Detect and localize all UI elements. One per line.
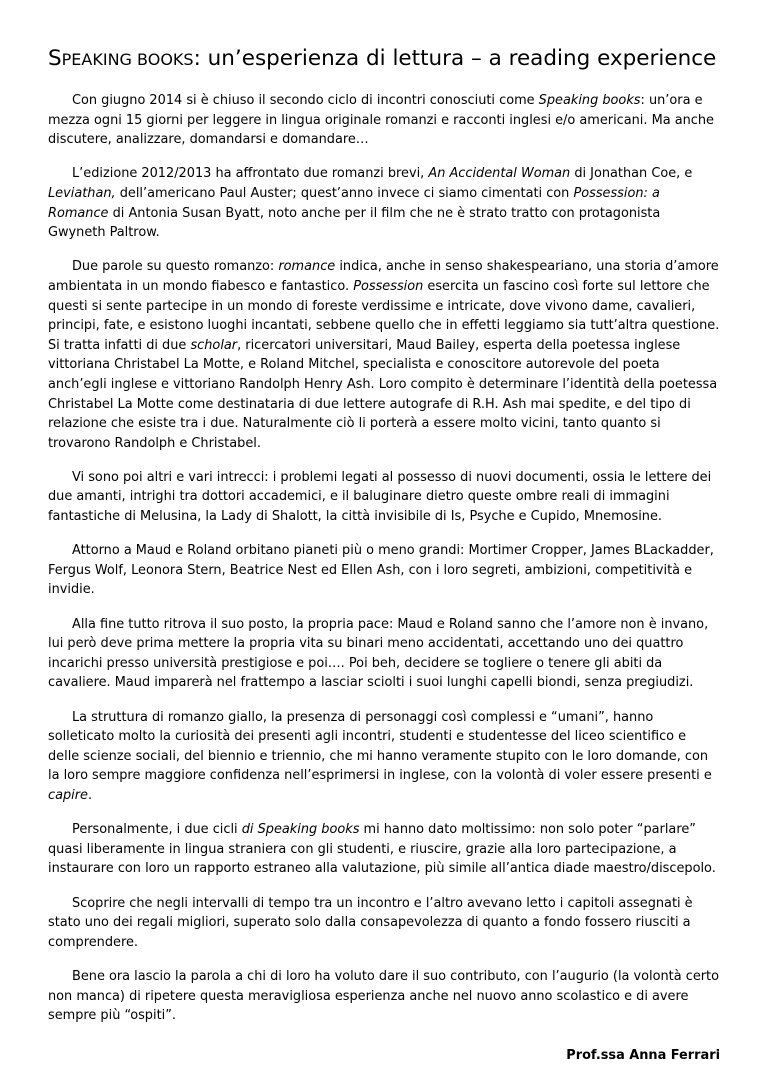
paragraph-text: esercita un fascino così forte sul lettore che questi si sente partecipe in un mondo di foreste verdissime e intricate, dove vivono dame, cavalieri, principi, fate, e esistono luoghi incantati, sebbene quello che in effetti leggiamo sia tutt’altra questione. Si tratta infatti di due [48, 278, 720, 353]
italic-text: An Accidental Woman [428, 166, 571, 182]
paragraph-text: Personalmente, i due cicli [72, 822, 242, 838]
paragraph-text: dell’americano Paul Auster; quest’anno invece ci siamo cimentati con [115, 185, 574, 201]
italic-text: Speaking books [538, 93, 641, 108]
italic-text: romance [278, 259, 336, 275]
body-paragraph [48, 708, 720, 806]
body-paragraph [48, 894, 720, 953]
title-small-caps: PEAKING BOOKS [61, 50, 194, 69]
body-paragraph [48, 91, 720, 150]
body-paragraph [48, 468, 720, 527]
italic-text: Possession: a Romance [48, 185, 660, 221]
paragraph-text: L’edizione 2012/2013 ha affrontato due romanzi brevi, [72, 166, 429, 182]
body-text [48, 91, 720, 1026]
paragraph-text: : un’ora e mezza ogni 15 giorni per leggere in lingua originale romanzi e racconti inglesi e/o americani. Ma anche discutere, analizzare, domandarsi e domandare… [48, 93, 714, 148]
title-first-letter: S [48, 46, 62, 71]
paragraph-text: Scoprire che negli intervalli di tempo tra un incontro e l’altro avevano letto i capitoli assegnati è stato uno dei regali migliori, superato solo dalla consapevolezza di quanto a fondo fossero riusciti a comprendere. [48, 895, 693, 950]
paragraph-text: indica, anche in senso shakespeariano, una storia d’amore ambientata in un mondo fiabesco e fantastico. [48, 259, 719, 294]
paragraph-text: di Antonia Susan Byatt, noto anche per il film che ne è strato tratto con protagonista Gwyneth Paltrow. [48, 205, 661, 241]
paragraph-text: Con giugno 2014 si è chiuso il secondo ciclo di incontri conosciuti come [72, 93, 539, 108]
body-paragraph [48, 820, 720, 879]
paragraph-text: , ricercatori universitari, Maud Bailey, esperta della poetessa inglese vittoriana Christabel La Motte, e Roland Mitchel, specialista e conoscitore autorevole del poeta anch’egli inglese e vittoriano Randolph Henry Ash. Loro compito è determinare l’identità della poetessa Christabel La Motte come destinataria di due lettere autografe di R.H. Ash mai spedite, e del tipo di relazione che esiste tra i due. Naturalmente ciò li porterà a essere molto vicini, tanto quanto si trovarono Randolph e Christabel. [48, 337, 718, 451]
paragraph-text: Due parole su questo romanzo: [72, 259, 279, 275]
paragraph-text: Attorno a Maud e Roland orbitano pianeti più o meno grandi: Mortimer Cropper, James BLackadder, Fergus Wolf, Leonora Stern, Beatrice Nest ed Ellen Ash, con i loro segreti, ambizioni, competitività e invidie. [48, 543, 714, 598]
paragraph-text: mi hanno dato moltissimo: non solo poter “parlare” quasi liberamente in lingua straniera con gli studenti, e riuscire, grazie alla loro partecipazione, a instaurare con loro un rapporto estraneo alla valutazione, più simile all’antica diade maestro/discepolo. [48, 822, 716, 877]
body-paragraph [48, 967, 720, 1026]
italic-text: capire [48, 787, 88, 803]
body-paragraph [48, 541, 720, 600]
paragraph-text: Alla fine tutto ritrova il suo posto, la propria pace: Maud e Roland sanno che l’amore non è invano, lui però deve prima mettere la propria vita su binari meno accidentati, accettando uno dei quattro incarichi presso università prestigiose e poi…. Poi beh, decidere se togliere o tenere gli abiti da cavaliere. Maud imparerà nel frattempo a lasciar sciolti i suoi lunghi capelli biondi, senza pregiudizi. [48, 616, 709, 691]
body-paragraph [48, 615, 720, 693]
title-rest: : un’esperienza di lettura – a reading experience [193, 46, 717, 71]
body-paragraph [48, 257, 720, 453]
signature: Prof.ssa Anna Ferrari [566, 1048, 720, 1064]
italic-text: Leviathan, [48, 185, 116, 201]
italic-text: Possession [353, 278, 424, 294]
paragraph-text: La struttura di romanzo giallo, la presenza di personaggi così complessi e “umani”, hanno solleticato molto la curiosità dei presenti agli incontri, studenti e studentesse del liceo scientifico e delle scienze sociali, del biennio e triennio, che mi hanno veramente stupito con le loro domande, con la loro sempre maggiore confidenza nell’esprimersi in inglese, con la volontà di voler essere presenti e [48, 709, 712, 784]
body-paragraph [48, 164, 720, 242]
paragraph-text: . [87, 787, 93, 803]
italic-text: scholar [190, 337, 238, 353]
paragraph-text: Vi sono poi altri e vari intrecci: i problemi legati al possesso di nuovi documenti, ossia le lettere dei due amanti, intrighi tra dottori accademici, e il baluginare dietro queste ombre reali di immagini fantastiche di Melusina, la Lady di Shalott, la città invisibile di Is, Psyche e Cupido, Mnemosine. [48, 469, 712, 525]
paragraph-text: Bene ora lascio la parola a chi di loro ha voluto dare il suo contributo, con l’augurio (la volontà certo non manca) di ripetere questa meravigliosa esperienza anche nel nuovo anno scolastico e di avere sempre più “ospiti”. [48, 968, 719, 1024]
document-title [48, 44, 720, 75]
paragraph-text: di Jonathan Coe, e [570, 166, 693, 182]
italic-text: di Speaking books [241, 822, 360, 838]
